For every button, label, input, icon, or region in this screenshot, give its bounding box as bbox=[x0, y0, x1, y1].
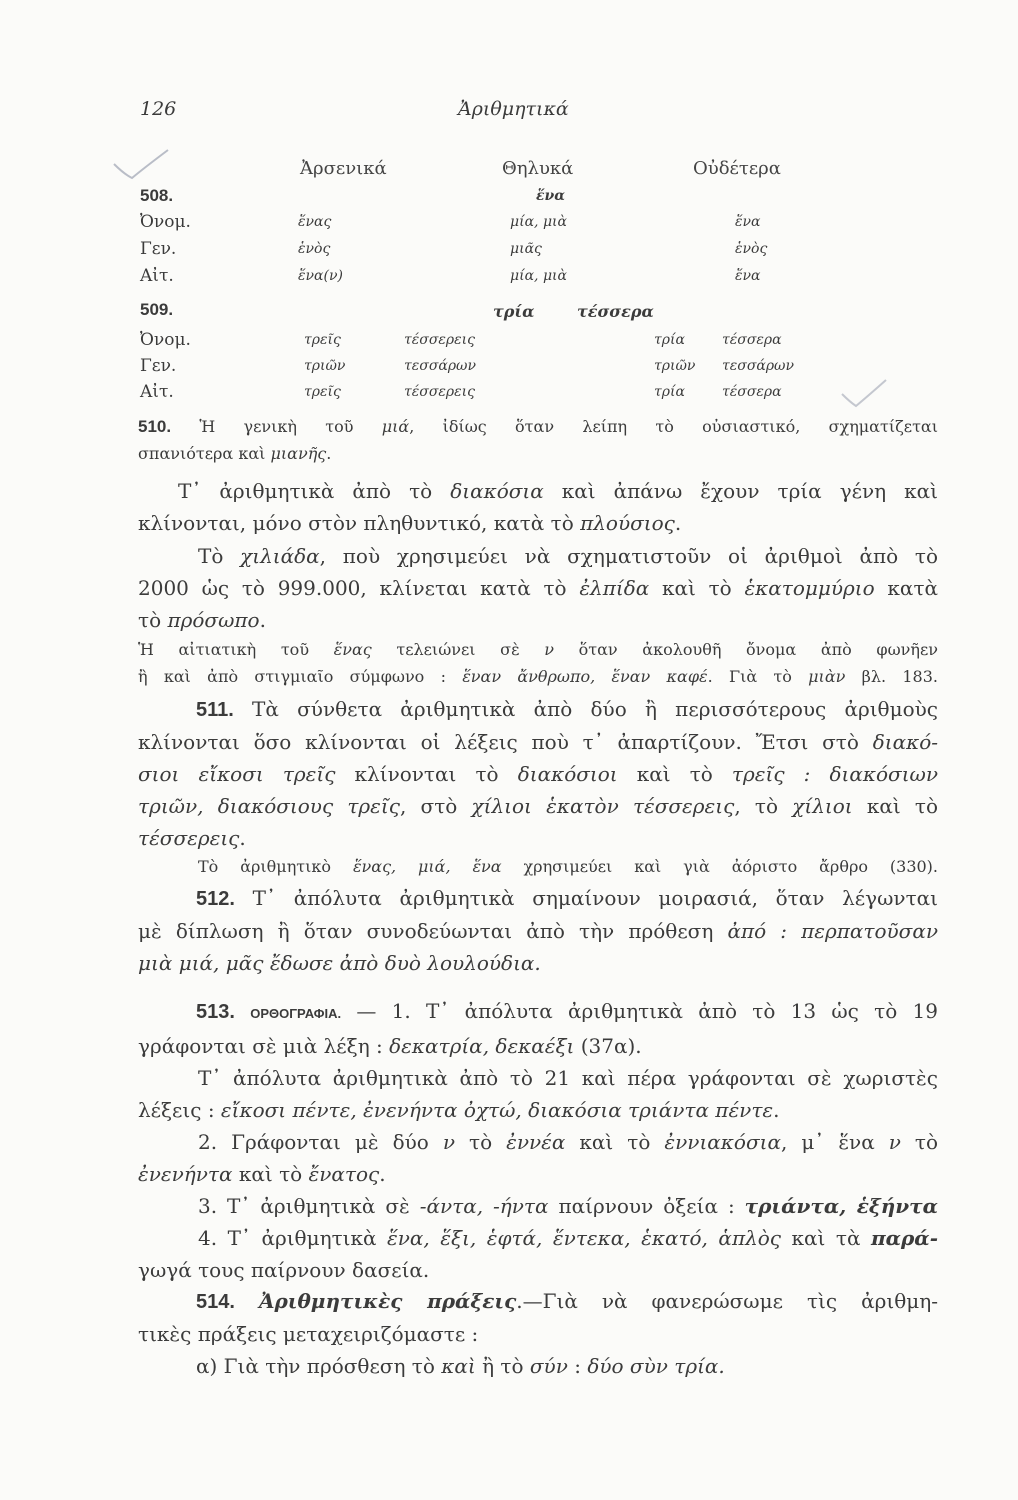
cell-m2: τέσσερεις bbox=[404, 384, 475, 400]
text-italic: τριῶν, διακόσιους τρεῖς bbox=[138, 794, 400, 818]
text: κλίνονται ὅσο κλίνονται οἱ λέξεις ποὺ τ᾽ ἀπαρτίζουν. Ἔτσι στὸ bbox=[138, 730, 873, 754]
text-italic: μιὰ μιά, μᾶς ἔδωσε ἀπὸ δυὸ λουλούδια. bbox=[138, 951, 541, 975]
section-508-top: ἕνα bbox=[536, 188, 565, 204]
section-509-number: 509. bbox=[140, 300, 174, 319]
text-italic: χιλιάδα bbox=[240, 544, 320, 568]
text: καὶ τὸ bbox=[649, 576, 745, 600]
text: , ποὺ χρησιμεύει νὰ σχηματιστοῦν οἱ ἀριθμοὶ ἀπὸ τὸ bbox=[319, 544, 938, 568]
text: γωγά τους παίρνουν δασεία. bbox=[138, 1258, 430, 1282]
text: γράφονται σὲ μιὰ λέξη : bbox=[138, 1034, 390, 1058]
text: Ἡ αἰτιατικὴ τοῦ bbox=[138, 640, 334, 659]
text: βλ. 183. bbox=[845, 667, 938, 686]
text-italic: ἕνας, μιά, ἕνα bbox=[352, 857, 502, 876]
text: σπανιότερα καὶ bbox=[138, 444, 271, 463]
text: , ἰδίως ὅταν λείπη τὸ οὐσιαστικό, σχηματίζεται bbox=[409, 417, 939, 436]
row-label: Αἰτ. bbox=[140, 266, 174, 286]
text-italic: ν bbox=[544, 640, 555, 659]
text: καὶ τὰ bbox=[781, 1226, 871, 1250]
cell-m2: τέσσερεις bbox=[404, 332, 475, 348]
text: καὶ τὸ bbox=[565, 1130, 665, 1154]
text: μὲ δίπλωση ἢ ὅταν συνοδεύωνται ἀπὸ τὴν πρόθεση bbox=[138, 919, 728, 943]
text: χρησιμεύει καὶ γιὰ ἀόριστο ἄρθρο (330). bbox=[501, 857, 939, 876]
text: Τὸ ἀριθμητικὸ bbox=[198, 857, 353, 876]
cell-m1: τριῶν bbox=[304, 358, 346, 374]
text-italic: σιοι εἴκοσι τρεῖς bbox=[138, 762, 336, 786]
cell-neut: ἕνα bbox=[735, 214, 761, 230]
text: καὶ τὸ bbox=[617, 762, 732, 786]
text-italic: δύο σὺν τρία. bbox=[587, 1354, 725, 1378]
text-italic: τρεῖς : διακόσιων bbox=[731, 762, 938, 786]
text: τελειώνει σὲ bbox=[371, 640, 545, 659]
text: : bbox=[567, 1354, 588, 1378]
text: . bbox=[326, 444, 332, 463]
text-italic: ἕνας bbox=[333, 640, 372, 659]
row-label: Γεν. bbox=[140, 356, 177, 376]
paragraph-510-d bbox=[138, 636, 938, 690]
paragraph-510-b bbox=[138, 475, 938, 539]
text: .—Γιὰ νὰ φανερώσωμε τὶς ἀριθμη- bbox=[516, 1289, 938, 1313]
text-italic: ν bbox=[442, 1130, 455, 1154]
text: κλίνονται, μόνο στὸν πληθυντικό, κατὰ τὸ bbox=[138, 511, 581, 535]
text: τικὲς πράξεις μεταχειριζόμαστε : bbox=[138, 1322, 479, 1346]
text: λέξεις : bbox=[138, 1098, 221, 1122]
text: — 1. Τ᾽ ἀπόλυτα ἀριθμητικὰ ἀπὸ τὸ 13 ὡς τὸ 19 bbox=[341, 999, 938, 1023]
row-label: Ὀνομ. bbox=[140, 330, 191, 350]
section-509-top1: τρία bbox=[493, 302, 535, 321]
page-number: 126 bbox=[140, 98, 177, 120]
text-italic: δεκατρία, δεκαέξι bbox=[389, 1034, 575, 1058]
text: , μ᾽ ἕνα bbox=[780, 1130, 889, 1154]
text-italic: διακόσια bbox=[450, 479, 544, 503]
text-italic: μιανῆς bbox=[270, 444, 327, 463]
paragraph-511 bbox=[138, 693, 938, 854]
cell-fem: μιᾶς bbox=[510, 241, 542, 257]
cell-n2: τέσσερα bbox=[722, 332, 782, 348]
section-510-number: 510. bbox=[138, 417, 172, 436]
paragraph-512 bbox=[138, 882, 938, 979]
cell-masc: ἕνας bbox=[298, 214, 332, 230]
text: , τὸ bbox=[734, 794, 793, 818]
paragraph-511-note bbox=[138, 853, 938, 880]
text: Ἡ γενικὴ τοῦ bbox=[199, 417, 382, 436]
text-italic: πλούσιος bbox=[580, 511, 675, 535]
header-neuter: Οὐδέτερα bbox=[693, 158, 781, 179]
text: . bbox=[674, 511, 682, 535]
text-italic: ἔνατος bbox=[308, 1162, 380, 1186]
row-label: Γεν. bbox=[140, 239, 177, 259]
cell-n2: τέσσερα bbox=[722, 384, 782, 400]
text-italic: σύν bbox=[529, 1354, 568, 1378]
text: καὶ ἀπάνω ἔχουν τρία γένη καὶ bbox=[543, 479, 939, 503]
section-512-number: 512. bbox=[196, 888, 235, 910]
text: Τ᾽ ἀπόλυτα ἀριθμητικὰ σημαίνουν μοιρασιά, ὅταν λέγωνται bbox=[234, 886, 938, 910]
paragraph-513 bbox=[138, 995, 938, 1286]
text: Τ᾽ ἀπόλυτα ἀριθμητικὰ ἀπὸ τὸ 21 καὶ πέρα γράφονται σὲ χωριστὲς bbox=[198, 1066, 938, 1090]
section-511-number: 511. bbox=[196, 699, 234, 721]
cell-n1: τρία bbox=[654, 332, 685, 348]
text-italic: πρόσωπο bbox=[167, 608, 260, 632]
text-italic: τριάντα, ἑξήντα bbox=[744, 1194, 939, 1218]
text-italic: παρά- bbox=[870, 1226, 938, 1250]
text: καὶ τὸ bbox=[232, 1162, 309, 1186]
text: τὸ bbox=[900, 1130, 938, 1154]
cell-n1: τριῶν bbox=[654, 358, 696, 374]
text: 2. Γράφονται μὲ δύο bbox=[198, 1130, 443, 1154]
text: 2000 ὡς τὸ 999.000, κλίνεται κατὰ τὸ bbox=[138, 576, 580, 600]
text-italic: τέσσερεις bbox=[138, 826, 240, 850]
pencil-check-mark bbox=[110, 148, 180, 188]
text-italic: ἑκατομμύριο bbox=[744, 576, 875, 600]
text: , στὸ bbox=[399, 794, 472, 818]
text-italic: μιά bbox=[381, 417, 410, 436]
text: (37α). bbox=[574, 1034, 642, 1058]
cell-m1: τρεῖς bbox=[304, 332, 341, 348]
orthography-heading: ΟΡΘΟΓΡΑΦΙΑ. bbox=[250, 1006, 342, 1021]
text: τὸ bbox=[138, 608, 168, 632]
header-feminine: Θηλυκά bbox=[502, 158, 574, 179]
text-italic: ν bbox=[888, 1130, 901, 1154]
arithmetic-operations-heading: Ἀριθμητικὲς πράξεις bbox=[258, 1289, 517, 1313]
cell-neut: ἑνὸς bbox=[735, 241, 768, 257]
cell-masc: ἕνα(ν) bbox=[298, 268, 343, 284]
text: ἢ τὸ bbox=[475, 1354, 530, 1378]
text: κλίνονται τὸ bbox=[335, 762, 518, 786]
cell-n2: τεσσάρων bbox=[722, 358, 794, 374]
text: ἢ καὶ ἀπὸ στιγμιαῖο σύμφωνο : bbox=[138, 667, 463, 686]
section-513-number: 513. bbox=[196, 1001, 235, 1023]
text: . bbox=[379, 1162, 386, 1186]
cell-fem: μία, μιὰ bbox=[510, 268, 567, 284]
paragraph-510 bbox=[138, 413, 938, 467]
text: . bbox=[239, 826, 246, 850]
cell-m1: τρεῖς bbox=[304, 384, 341, 400]
text-italic: ἀπό : περπατοῦσαν bbox=[727, 919, 938, 943]
text-italic: ἐννιακόσια bbox=[664, 1130, 781, 1154]
text: Τ᾽ ἀριθμητικὰ ἀπὸ τὸ bbox=[178, 479, 451, 503]
running-title: Ἀριθμητικά bbox=[458, 98, 569, 120]
text-italic: ἐννέα bbox=[506, 1130, 566, 1154]
text-italic: μιὰν bbox=[808, 667, 846, 686]
text-italic: -άντα, -ήντα bbox=[419, 1194, 549, 1218]
section-514-number: 514. bbox=[196, 1291, 235, 1313]
pencil-check-mark-2 bbox=[840, 378, 890, 418]
cell-n1: τρία bbox=[654, 384, 685, 400]
text-italic: χίλιοι ἑκατὸν τέσσερεις bbox=[471, 794, 735, 818]
text-italic: διακό- bbox=[872, 730, 938, 754]
paragraph-510-c bbox=[138, 540, 938, 636]
text: . bbox=[773, 1098, 780, 1122]
text: κατὰ bbox=[874, 576, 939, 600]
text: 3. Τ᾽ ἀριθμητικὰ σὲ bbox=[198, 1194, 420, 1218]
text: παίρνουν ὀξεία : bbox=[548, 1194, 745, 1218]
cell-masc: ἑνὸς bbox=[298, 241, 331, 257]
row-label: Αἰτ. bbox=[140, 382, 174, 402]
text: 4. Τ᾽ ἀριθμητικὰ bbox=[198, 1226, 388, 1250]
text-italic: ἕναν ἄνθρωπο, ἕναν καφέ bbox=[462, 667, 708, 686]
section-508-number: 508. bbox=[140, 186, 174, 205]
text: καὶ τὸ bbox=[852, 794, 938, 818]
cell-neut: ἕνα bbox=[735, 268, 761, 284]
text-italic: χίλιοι bbox=[792, 794, 853, 818]
text: ὅταν ἀκολουθῆ ὄνομα ἀπὸ φωνῆεν bbox=[554, 640, 938, 659]
text-italic: διακόσιοι bbox=[517, 762, 618, 786]
section-509-top2: τέσσερα bbox=[577, 302, 654, 321]
text-italic: καὶ bbox=[441, 1354, 476, 1378]
cell-m2: τεσσάρων bbox=[404, 358, 476, 374]
cell-fem: μία, μιὰ bbox=[510, 214, 567, 230]
text: Τὰ σύνθετα ἀριθμητικὰ ἀπὸ δύο ἢ περισσότερους ἀριθμοὺς bbox=[233, 697, 938, 721]
text-italic: ἐνενήντα bbox=[138, 1162, 233, 1186]
text-italic: ἐλπίδα bbox=[579, 576, 650, 600]
text: α) Γιὰ τὴν πρόσθεση τὸ bbox=[196, 1354, 442, 1378]
text: . bbox=[259, 608, 266, 632]
header-masculine: Ἀρσενικά bbox=[300, 158, 387, 179]
text-italic: εἴκοσι πέντε, ἐνενήντα ὀχτώ, διακόσια τριάντα πέντε bbox=[220, 1098, 774, 1122]
paragraph-514 bbox=[138, 1285, 938, 1382]
text: τὸ bbox=[455, 1130, 507, 1154]
text: Τὸ bbox=[198, 544, 241, 568]
row-label: Ὀνομ. bbox=[140, 212, 191, 232]
text-italic: ἕνα, ἕξι, ἑφτά, ἕντεκα, ἑκατό, ἁπλὸς bbox=[387, 1226, 781, 1250]
text: . Γιὰ τὸ bbox=[707, 667, 809, 686]
